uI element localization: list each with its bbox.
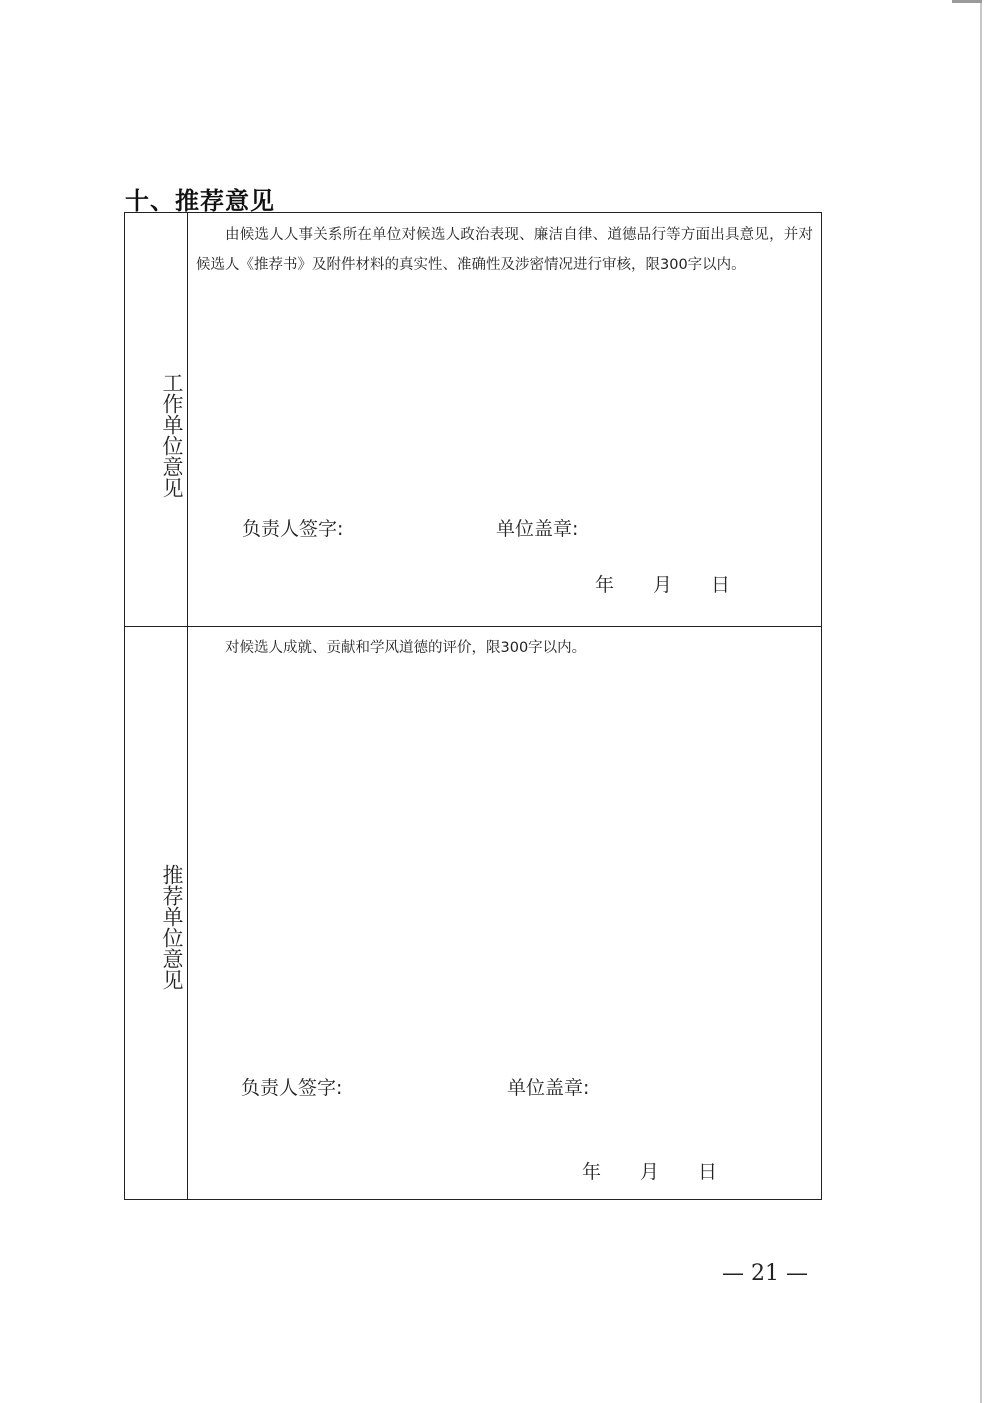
work-unit-seal-label: 单位盖章: xyxy=(496,518,579,540)
recommending-unit-date xyxy=(582,1157,717,1184)
work-unit-content-cell[interactable] xyxy=(188,213,821,626)
recommending-unit-label-cell xyxy=(125,627,188,1199)
work-unit-opinion-row xyxy=(125,213,821,627)
work-unit-signature-label: 负责人签字: xyxy=(242,518,344,540)
work-unit-date xyxy=(595,570,730,597)
scan-edge-right xyxy=(980,0,982,1403)
recommending-unit-seal-label: 单位盖章: xyxy=(507,1077,590,1099)
date-day-label: 日 xyxy=(698,1161,718,1183)
recommending-unit-instruction: 对候选人成就、贡献和学风道德的评价，限300字以内。 xyxy=(225,640,587,656)
scan-edge-top xyxy=(952,0,982,3)
recommending-unit-content-cell[interactable] xyxy=(188,627,821,1199)
work-unit-label-cell xyxy=(125,213,188,626)
recommending-unit-opinion-row xyxy=(125,627,821,1199)
date-year-label: 年 xyxy=(582,1161,602,1183)
page-number: — 21 — xyxy=(722,1261,808,1286)
recommending-unit-signature-label: 负责人签字: xyxy=(241,1077,343,1099)
date-year-label: 年 xyxy=(595,574,615,596)
work-unit-instruction: 由候选人人事关系所在单位对候选人政治表现、廉洁自律、道德品行等方面出具意见，并对候选人《推荐书》及附件材料的真实性、准确性及涉密情况进行审核，限300字以内。 xyxy=(196,227,813,273)
recommendation-form-table xyxy=(124,212,822,1200)
work-unit-label: 工作单位意见 xyxy=(160,372,184,498)
recommending-unit-label: 推荐单位意见 xyxy=(160,864,184,990)
date-day-label: 日 xyxy=(711,574,731,596)
section-title: 十、推荐意见 xyxy=(125,187,275,215)
date-month-label: 月 xyxy=(640,1161,660,1183)
date-month-label: 月 xyxy=(653,574,673,596)
